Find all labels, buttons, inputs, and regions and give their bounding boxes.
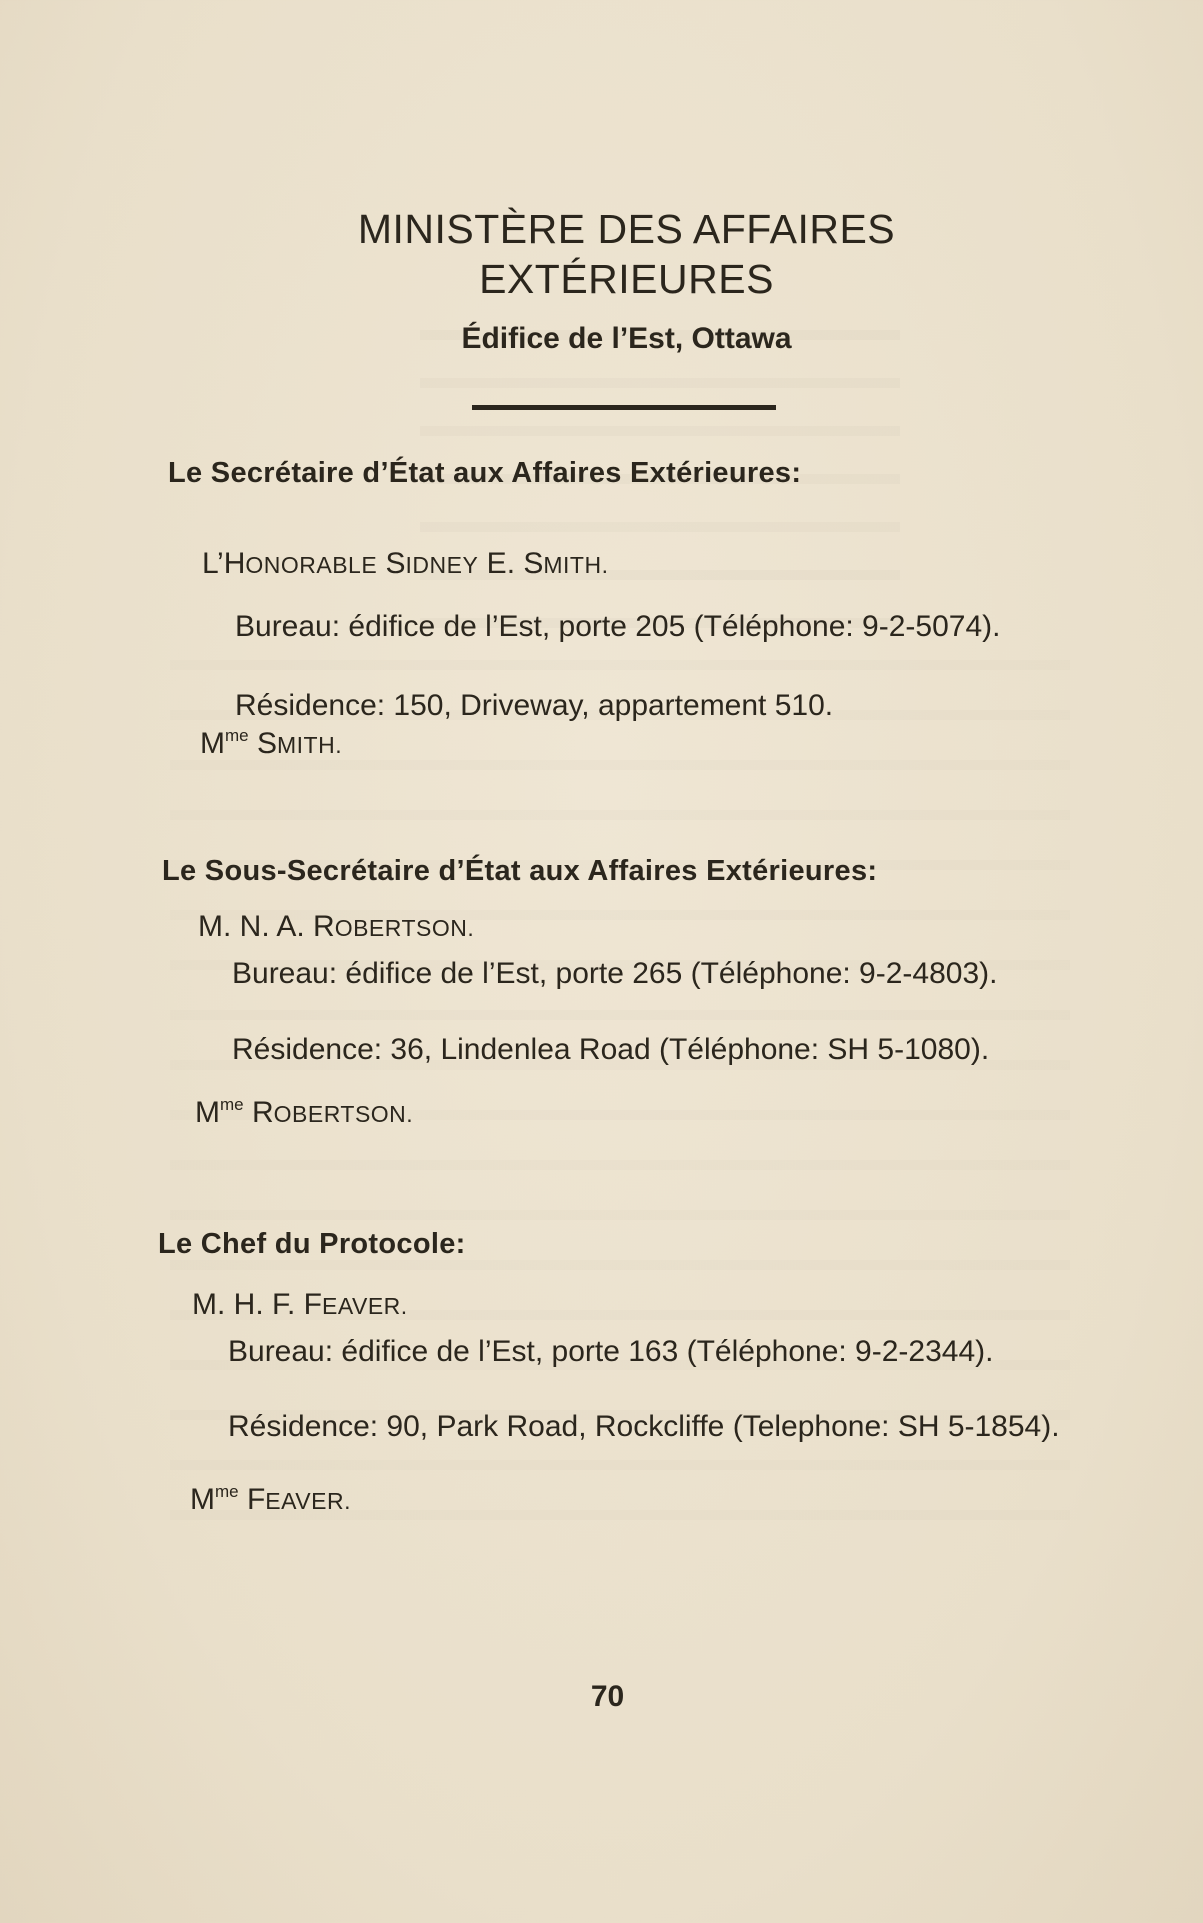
residence-address: Résidence: 90, Park Road, Rockcliffe (Telephone: SH 5-1854).: [228, 1410, 1060, 1443]
name-part: M: [195, 1096, 220, 1129]
name-part: MITH.: [543, 552, 609, 578]
name-part: M. H. F. F: [192, 1288, 322, 1321]
name-part: IDNEY: [405, 552, 479, 578]
residence-address: Résidence: 150, Driveway, appartement 510.: [235, 689, 834, 722]
office-address: Bureau: édifice de l’Est, porte 163 (Téléphone: 9-2-2344).: [228, 1335, 994, 1368]
section-heading: Le Chef du Protocole:: [158, 1228, 466, 1260]
name-part: ONORABLE: [245, 552, 378, 578]
office-address: Bureau: édifice de l’Est, porte 265 (Téléphone: 9-2-4803).: [232, 957, 998, 990]
name-part: MITH.: [276, 732, 343, 758]
name-part: me: [225, 726, 249, 745]
person-name: [202, 547, 608, 581]
page-subtitle: Édifice de l’Est, Ottawa: [461, 322, 792, 355]
name-part: F: [238, 1483, 266, 1516]
page-number: 70: [590, 1680, 625, 1713]
name-part: OBERTSON.: [273, 1101, 414, 1127]
name-part: me: [215, 1482, 239, 1501]
page-title-line2: EXTÉRIEURES: [479, 256, 774, 302]
title-divider: [472, 405, 776, 410]
person-name: [198, 910, 474, 944]
section-heading: Le Secrétaire d’État aux Affaires Extérieures:: [168, 457, 802, 489]
name-part: OBERTSON.: [334, 915, 475, 941]
section-heading: Le Sous-Secrétaire d’État aux Affaires Extérieures:: [162, 855, 878, 887]
name-part: EAVER.: [265, 1488, 351, 1514]
spouse-name: [200, 726, 342, 761]
name-part: M. N. A. R: [198, 910, 335, 943]
name-part: M: [190, 1483, 215, 1516]
person-name: [192, 1288, 408, 1322]
spouse-name: [195, 1095, 413, 1130]
page-title-line1: MINISTÈRE DES AFFAIRES: [357, 206, 896, 252]
office-address: Bureau: édifice de l’Est, porte 205 (Téléphone: 9-2-5074).: [235, 610, 1001, 643]
name-part: M: [200, 727, 225, 760]
name-part: R: [243, 1096, 274, 1129]
spouse-name: [190, 1482, 351, 1517]
name-part: L’H: [202, 547, 246, 580]
name-part: S: [377, 547, 406, 580]
name-part: me: [220, 1095, 244, 1114]
name-part: EAVER.: [322, 1293, 408, 1319]
residence-address: Résidence: 36, Lindenlea Road (Téléphone: SH 5-1080).: [232, 1033, 990, 1066]
name-part: E. S: [478, 547, 544, 580]
name-part: S: [248, 727, 277, 760]
